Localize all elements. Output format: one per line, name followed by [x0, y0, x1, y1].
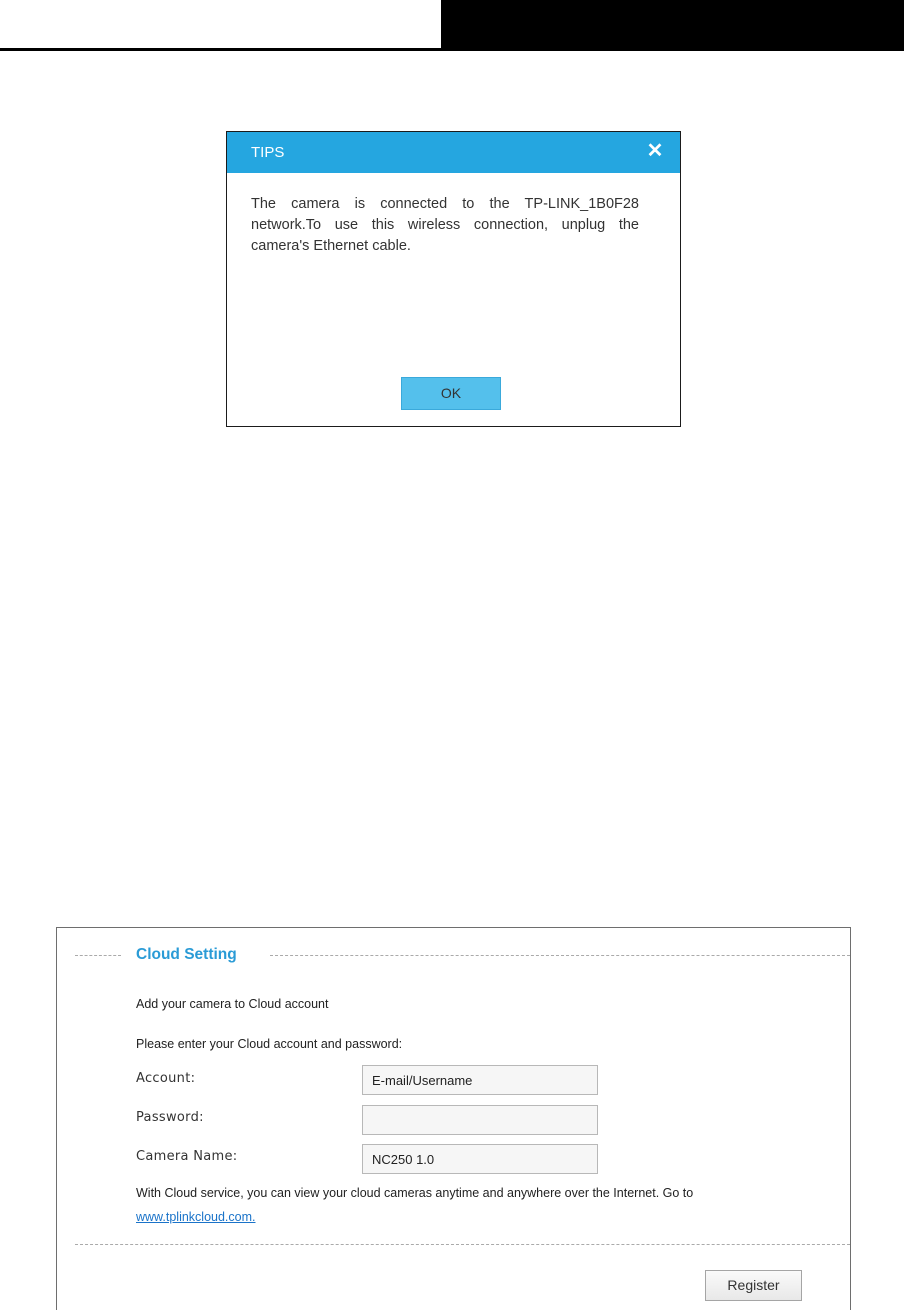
divider — [75, 955, 121, 956]
tips-dialog — [226, 131, 681, 427]
dialog-message: The camera is connected to the TP-LINK_1B0F28 network.To use this wireless connection, unplug the camera's Ethernet cable. — [251, 196, 639, 254]
tplinkcloud-link[interactable]: www.tplinkcloud.com. — [136, 1210, 256, 1224]
camera-name-label: Camera Name: — [136, 1149, 238, 1164]
camera-name-input[interactable] — [362, 1144, 598, 1174]
intro-text: Add your camera to Cloud account — [136, 997, 329, 1011]
account-label: Account: — [136, 1071, 196, 1086]
register-button[interactable]: Register — [705, 1270, 802, 1301]
password-input[interactable] — [362, 1105, 598, 1135]
header-bar — [441, 0, 904, 51]
cloud-setting-panel — [56, 927, 851, 1310]
section-title: Cloud Setting — [136, 946, 237, 963]
divider — [75, 1244, 850, 1245]
password-label: Password: — [136, 1110, 204, 1125]
dialog-title: TIPS — [251, 144, 285, 161]
close-icon[interactable]: ✕ — [646, 140, 664, 162]
account-input[interactable] — [362, 1065, 598, 1095]
dialog-title-bar — [227, 132, 680, 173]
header-rule — [0, 48, 441, 51]
ok-button[interactable]: OK — [401, 377, 501, 410]
divider — [270, 955, 850, 956]
cloud-note: With Cloud service, you can view your cloud cameras anytime and anywhere over the Internet. Go to — [136, 1186, 694, 1200]
instruction-text: Please enter your Cloud account and password: — [136, 1037, 403, 1051]
